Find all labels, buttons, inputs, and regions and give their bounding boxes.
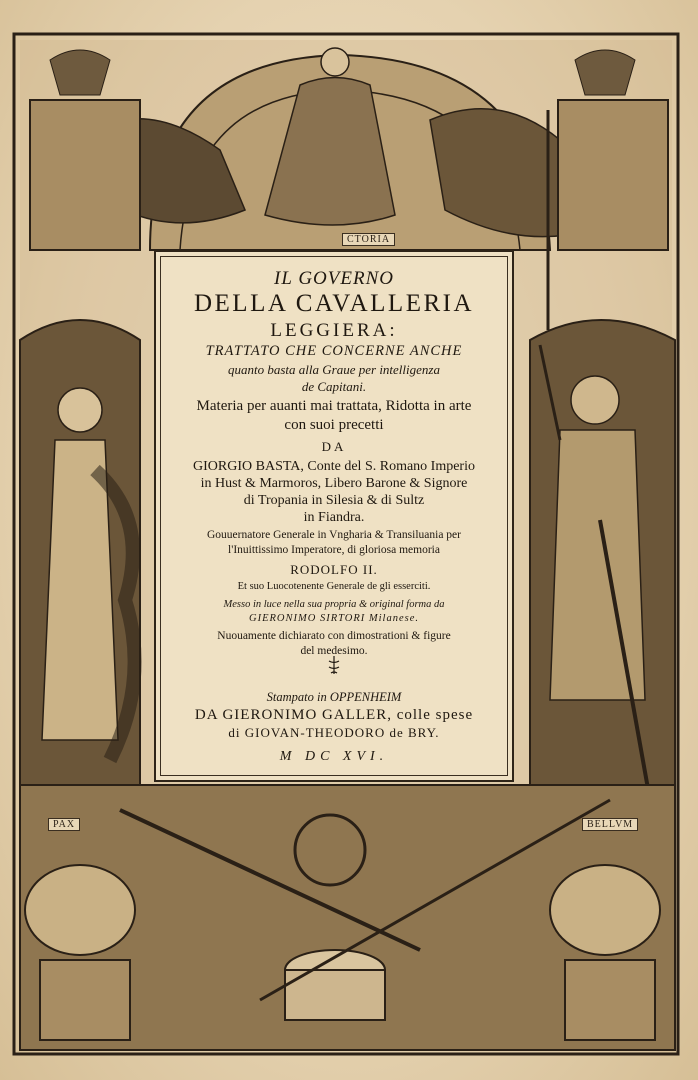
editor-line-1: Messo in luce nella sua propria & original forma da [223, 599, 445, 610]
author-line-4: in Fiandra. [303, 510, 365, 525]
note-line-1: Nuouamente dichiarato con dimostrationi & figure [217, 630, 451, 642]
title-line-1: IL GOVERNO [274, 268, 394, 289]
bellum-soldier-engraving [530, 320, 675, 800]
description-line-1: Materia per auanti mai trattata, Ridotta in arte [196, 398, 472, 414]
pax-figure-engraving [20, 320, 140, 790]
title-line-2: DELLA CAVALLERIA [193, 290, 475, 317]
victoria-label: CTORIA [342, 233, 395, 246]
note-line-2: del medesimo. [300, 645, 368, 657]
subtitle-line-1: TRATTATO CHE CONCERNE ANCHE [205, 343, 463, 359]
description-line-2: con suoi precetti [284, 417, 384, 433]
imprint-line-2: DA GIERONIMO GALLER, colle spese [194, 707, 474, 723]
imprint-line-1: Stampato in OPPENHEIM [266, 690, 402, 704]
author-line-2: in Hust & Marmoros, Libero Barone & Signore [200, 476, 468, 491]
author-line-1: GIORGIO BASTA, Conte del S. Romano Imperio [193, 459, 475, 474]
fleuron-ornament-icon [326, 655, 342, 675]
author-intro: DA [321, 439, 347, 454]
bellum-label: BELLVM [582, 818, 638, 831]
trophy-of-arms-engraving [20, 785, 675, 1050]
office-line-2: l'Inuittissimo Imperatore, di gloriosa memoria [228, 544, 440, 556]
imprint-line-3: di GIOVAN-THEODORO de BRY. [228, 725, 440, 740]
subtitle-line-3: de Capitani. [301, 379, 367, 394]
author-line-3: di Tropania in Silesia & di Sultz [243, 493, 425, 508]
editor-line-2: GIERONIMO SIRTORI Milanese. [249, 613, 419, 624]
emperor-name: RODOLFO II. [290, 562, 378, 577]
pax-label: PAX [48, 818, 80, 831]
office-line-1: Gouuernatore Generale in Vngharia & Transiluania per [207, 529, 461, 541]
publication-year: M DC XVI. [279, 749, 389, 764]
office-line-3: Et suo Luocotenente Generale de gli esserciti. [237, 581, 431, 592]
title-line-3: LEGGIERA: [270, 320, 398, 341]
subtitle-line-2: quanto basta alla Graue per intelligenza [228, 362, 440, 377]
